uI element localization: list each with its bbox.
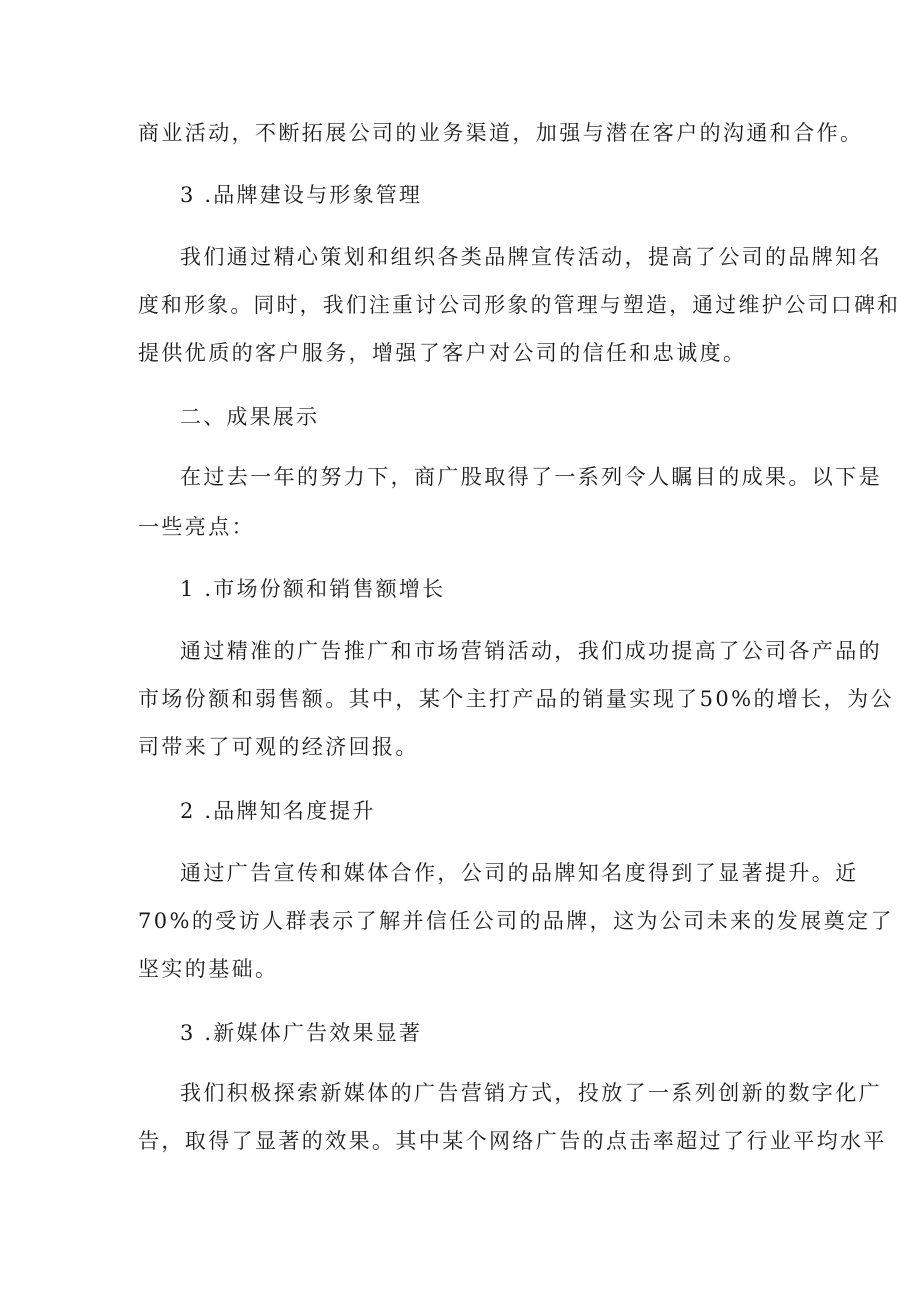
paragraph-line: 我们积极探索新媒体的广告营销方式，投放了一系列创新的数字化广 xyxy=(180,1081,882,1105)
paragraph-line: 我们通过精心策划和组织各类品牌宣传活动，提高了公司的品牌知名 xyxy=(180,245,882,269)
section-heading: 3 .品牌建设与形象管理 xyxy=(180,183,423,207)
paragraph-line: 70%的受访人群表示了解并信任公司的品牌，这为公司未来的发展奠定了 xyxy=(138,909,894,933)
section-heading: 2 .品牌知名度提升 xyxy=(180,799,376,823)
paragraph-line: 告，取得了显著的效果。其中某个网络广告的点击率超过了行业平均水平 xyxy=(138,1129,887,1153)
section-heading: 二、成果展示 xyxy=(180,405,320,429)
paragraph-line: 坚实的基础。 xyxy=(138,957,279,981)
section-heading: 3 .新媒体广告效果显著 xyxy=(180,1021,423,1045)
paragraph-line: 司带来了可观的经济回报。 xyxy=(138,735,419,759)
paragraph-line: 市场份额和弱售额。其中，某个主打产品的销量实现了50%的增长，为公 xyxy=(138,687,894,711)
paragraph-line: 商业活动，不断拓展公司的业务渠道，加强与潜在客户的沟通和合作。 xyxy=(138,121,864,145)
paragraph-line: 通过精准的广告推广和市场营销活动，我们成功提高了公司各产品的 xyxy=(180,639,882,663)
paragraph-line: 提供优质的客户服务，增强了客户对公司的信任和忠诚度。 xyxy=(138,341,747,365)
paragraph-line: 通过广告宣传和媒体合作，公司的品牌知名度得到了显著提升。近 xyxy=(180,861,859,885)
section-heading: 1 .市场份额和销售额增长 xyxy=(180,577,446,601)
paragraph-line: 在过去一年的努力下，商广股取得了一系列令人瞩目的成果。以下是 xyxy=(180,465,882,489)
paragraph-line: 一些亮点： xyxy=(138,515,255,539)
paragraph-line: 度和形象。同时，我们注重讨公司形象的管理与塑造，通过维护公司口碑和 xyxy=(138,293,901,317)
